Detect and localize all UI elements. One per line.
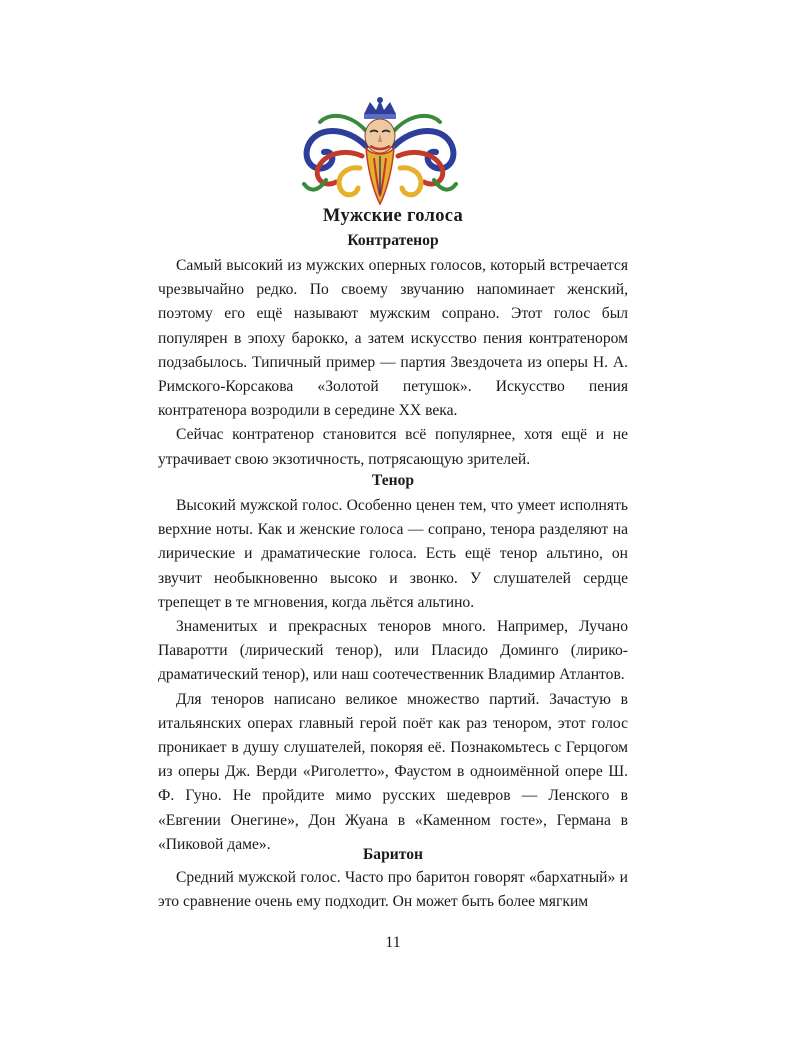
section-heading-countertenor: Контратенор: [347, 232, 439, 249]
paragraph: Для теноров написано великое множество партий. Зачастую в итальянских операх главный герой поёт как раз тенором, этот голос проникает в душу слушателей, покоряя её. Познакомьтесь с Герцогом из оперы Дж. Верди «Риголетто», Фаустом в одноимённой опере Ш. Ф. Гуно. Не пройдите мимо русских шедевров — Ленского в «Евгении Онегине», Дон Жуана в «Каменном госте», Германа в «Пиковой даме».: [158, 690, 628, 853]
page-number: 11: [385, 934, 401, 951]
paragraph: Высокий мужской голос. Особенно ценен тем, что умеет исполнять верхние ноты. Как и женские голоса — сопрано, тенора разделяют на лирические и драматические голоса. Есть ещё тенор альтино, он звучит необыкновенно высоко и звонко. У слушателей сердце трепещет в те мгновения, когда льётся альтино.: [158, 497, 628, 611]
page-title: Мужские голоса: [322, 206, 464, 226]
section-heading-baritone: Баритон: [363, 846, 423, 863]
paragraph: Сейчас контратенор становится всё популярнее, хотя ещё и не утрачивает свою экзотичность, потрясающую зрителей.: [158, 426, 628, 468]
section-body-countertenor: [158, 254, 628, 472]
section-body-baritone: [158, 866, 628, 914]
paragraph: Знаменитых и прекрасных теноров много. Например, Лучано Паваротти (лирический тенор), или Пласидо Доминго (лирико-драматический тенор), или наш соотечественник Владимир Атлантов.: [158, 618, 628, 684]
paragraph: Самый высокий из мужских оперных голосов, который встречается чрезвычайно редко. По своему звучанию напоминает женский, поэтому его ещё называют мужским сопрано. Этот голос был популярен в эпоху барокко, а затем искусство пения контратенором подзабылось. Типичный пример — партия Звездочета из оперы Н. А. Римского-Корсакова «Золотой петушок». Искусство пения контратенора возродили в середине XX века.: [158, 257, 628, 420]
section-heading-tenor: Тенор: [371, 472, 415, 489]
section-body-tenor: [158, 494, 628, 857]
paragraph: Средний мужской голос. Часто про баритон говорят «бархатный» и это сравнение очень ему подходит. Он может быть более мягким: [158, 869, 628, 911]
folk-mask-ornament-icon: [296, 96, 464, 208]
